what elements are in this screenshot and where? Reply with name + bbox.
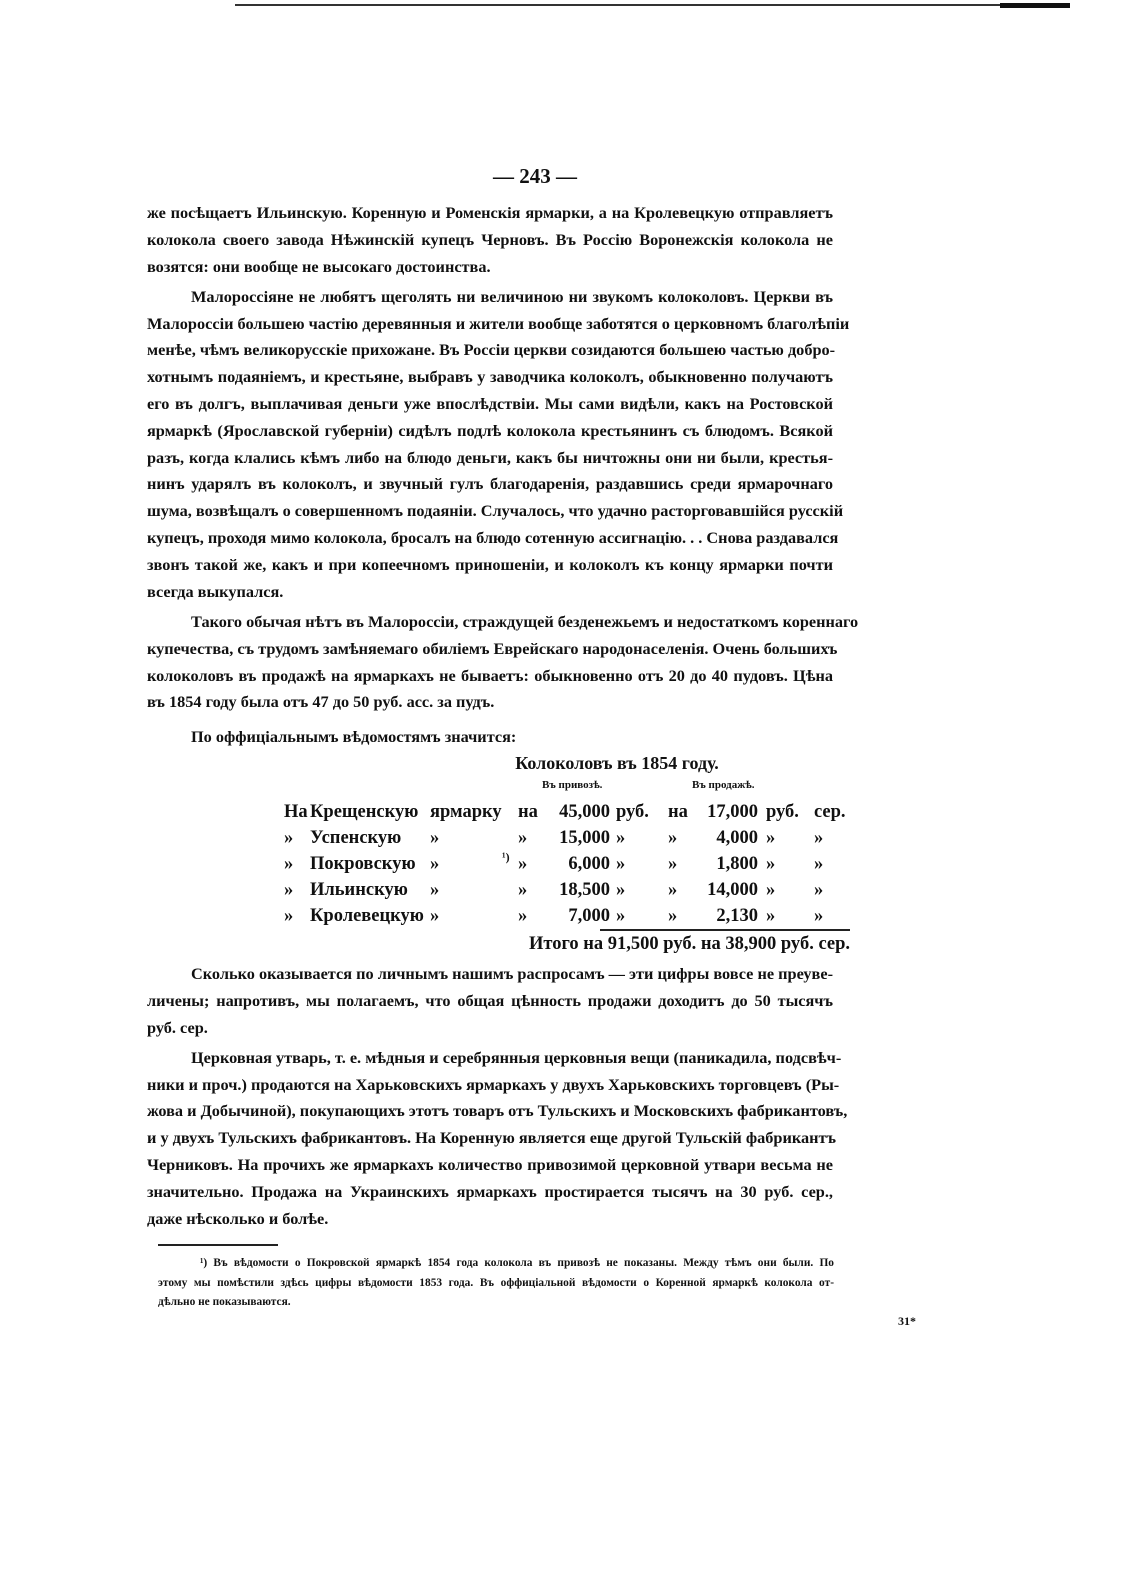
text-line: звонъ такой же, какъ и при копеечномъ приношеніи, и колоколъ къ концу ярмарки почти (147, 554, 833, 574)
text-line: колокола своего завода Нѣжинскій купецъ Черновъ. Въ Россію Воронежскія колокола не (147, 229, 833, 249)
footnote-rule (158, 1244, 278, 1246)
cell-sale: 17,000 (707, 802, 758, 822)
body-text-upper (147, 200, 859, 751)
cell-ser: » (814, 854, 824, 874)
cell-rub2: » (766, 906, 776, 926)
cell-rub2: » (766, 828, 776, 848)
text-line: его въ долгъ, выплачивая деньги уже впослѣдствіи. Мы сами видѣли, какъ на Ростовской (147, 394, 833, 414)
text-line: жова и Добычиной), покупающихъ этотъ товаръ отъ Тульскихъ и Московскихъ фабрикантовъ, (147, 1101, 848, 1121)
cell-fair: Успенскую (310, 828, 402, 848)
text-line: руб. сер. (147, 1017, 208, 1037)
text-line: всегда выкупался. (147, 581, 284, 601)
text-line: По оффиціальнымъ вѣдомостямъ значится: (191, 727, 517, 747)
cell-word: » (430, 854, 440, 874)
header-import: Въ привозѣ. (542, 779, 603, 791)
text-line: значительно. Продажа на Украинскихъ ярмаркахъ простирается тысячъ на 30 руб. сер., (147, 1181, 833, 1201)
cell-pre: » (284, 880, 294, 900)
paragraph (147, 284, 850, 606)
text-line: Церковная утварь, т. е. мѣдныя и серебрянныя церковныя вещи (паникадила, подсвѣч- (191, 1047, 842, 1067)
cell-ser: » (814, 906, 824, 926)
body-text-lower (147, 961, 848, 1232)
text-line: нинъ ударялъ въ колоколъ, и звучный гулъ благодаренія, раздавшись среди ярмарочнаго (147, 474, 833, 494)
page-number: — 243 — (493, 164, 577, 188)
text-line: въ 1854 году была отъ 47 до 50 руб. асс. за пудъ. (147, 692, 495, 712)
footnote (158, 1254, 834, 1313)
cell-import: 6,000 (568, 854, 610, 874)
table-title: Колоколовъ въ 1854 году. (515, 753, 719, 773)
text-line: хотнымъ подаяніемъ, и крестьяне, выбравъ у заводчика колоколъ, обыкновенно получаютъ (147, 367, 833, 387)
table-row (280, 903, 850, 929)
text-line: даже нѣсколько и болѣе. (147, 1208, 329, 1228)
paragraph (147, 1045, 848, 1233)
paragraph (147, 609, 859, 716)
cell-import: 15,000 (559, 828, 610, 848)
cell-na1: » (518, 854, 528, 874)
cell-import: 45,000 (559, 802, 610, 822)
cell-na1: » (518, 906, 528, 926)
cell-fair: Покровскую (310, 854, 416, 874)
table-row (280, 799, 850, 825)
cell-rub2: руб. (766, 802, 799, 822)
footnote-line: ¹) Въ вѣдомости о Покровской ярмаркѣ 1854 года колокола въ привозѣ не показаны. Между тѣмъ они были. По (200, 1257, 834, 1269)
cell-fair: Ильинскую (310, 880, 408, 900)
table-total-row (280, 931, 850, 957)
table-total: Итого на 91,500 руб. на 38,900 руб. сер. (528, 934, 850, 954)
text-line: ники и проч.) продаются на Харьковскихъ ярмаркахъ у двухъ Харьковскихъ торговцевъ (Ры- (147, 1074, 840, 1094)
text-line: и у двухъ Тульскихъ фабрикантовъ. На Коренную является еще другой Тульскій фабрикантъ (147, 1128, 836, 1148)
cell-sale: 2,130 (716, 906, 758, 926)
text-line: колоколовъ въ продажѣ на ярмаркахъ не бываетъ: обыкновенно отъ 20 до 40 пудовъ. Цѣна (147, 665, 833, 685)
text-line: Малороссіяне не любятъ щеголять ни величиною ни звукомъ колоколовъ. Церкви въ (191, 286, 833, 306)
top-border-mark (1000, 3, 1070, 8)
cell-na2: » (668, 906, 678, 926)
cell-word: » (430, 828, 440, 848)
cell-rub1: » (616, 906, 626, 926)
cell-na1: » (518, 828, 528, 848)
cell-import: 18,500 (559, 880, 610, 900)
paragraph (147, 961, 833, 1041)
cell-ser: » (814, 828, 824, 848)
text-line: Такого обычая нѣтъ въ Малороссіи, страждущей безденежьемъ и недостаткомъ кореннаго (191, 611, 859, 631)
cell-word: ярмарку (430, 802, 502, 822)
text-line: Сколько оказывается по личнымъ нашимъ распросамъ — эти цифры вовсе не преуве- (191, 964, 833, 983)
table-row (280, 877, 850, 903)
cell-na2: » (668, 854, 678, 874)
cell-ser: сер. (814, 802, 846, 822)
cell-na2: » (668, 880, 678, 900)
cell-sale: 14,000 (707, 880, 758, 900)
cell-fair: Кролевецкую (310, 906, 424, 926)
text-line: Черниковъ. На прочихъ же ярмаркахъ количество привозимой церковной утвари весьма не (147, 1155, 833, 1175)
table-header (280, 775, 850, 799)
footnote-line: дѣльно не показываются. (158, 1296, 291, 1308)
text-line: купечества, съ трудомъ замѣняемаго обиліемъ Еврейскаго народонаселенія. Очень большихъ (147, 638, 838, 658)
cell-na1: » (518, 880, 528, 900)
cell-na2: » (668, 828, 678, 848)
text-line: ярмаркѣ (Ярославской губерніи) сидѣлъ подлѣ колокола крестьянинъ съ блюдомъ. Всякой (147, 420, 833, 440)
top-border-line (235, 4, 1065, 6)
table-row (280, 851, 850, 877)
paragraph (147, 724, 833, 751)
signature-mark: 31* (898, 1314, 916, 1328)
header-sale: Въ продажѣ. (692, 779, 755, 791)
paragraph (147, 200, 833, 280)
text-line: купецъ, проходя мимо колокола, бросалъ на блюдо сотенную ассигнацію. . . Снова раздавался (147, 528, 839, 548)
text-line: менѣе, чѣмъ великорусскіе прихожане. Въ Россіи церкви созидаются большею частью добро- (147, 340, 836, 360)
text-line: личены; напротивъ, мы полагаемъ, что общая цѣнность продажи доходитъ до 50 тысячъ (147, 990, 833, 1010)
cell-fair: Крещенскую (310, 802, 419, 822)
text-line: разъ, когда клались кѣмъ либо на блюдо деньги, какъ бы ничтожны они ни были, крестья- (147, 447, 833, 467)
cell-import: 7,000 (568, 906, 610, 926)
table-row (280, 825, 850, 851)
cell-rub2: » (766, 854, 776, 874)
text-line: же посѣщаетъ Ильинскую. Коренную и Роменскія ярмарки, а на Кролевецкую отправляетъ (147, 203, 833, 222)
cell-pre: » (284, 854, 294, 874)
cell-sale: 4,000 (716, 828, 758, 848)
cell-pre: » (284, 828, 294, 848)
cell-pre: » (284, 906, 294, 926)
cell-sale: 1,800 (716, 854, 758, 874)
bells-table (280, 751, 850, 957)
cell-ser: » (814, 880, 824, 900)
cell-rub1: » (616, 828, 626, 848)
cell-note: ¹) (502, 850, 510, 864)
text-line: шума, возвѣщалъ о совершенномъ подаяніи. Случалось, что удачно расторговавшійся русскій (147, 501, 844, 521)
cell-na2: на (668, 802, 688, 822)
cell-word: » (430, 906, 440, 926)
cell-word: » (430, 880, 440, 900)
cell-rub1: » (616, 854, 626, 874)
cell-na1: на (518, 802, 538, 822)
footnote-line: этому мы помѣстили здѣсь цифры вѣдомости 1853 года. Въ оффиціальной вѣдомости о Коренной ярмаркѣ колокола от- (158, 1276, 834, 1289)
cell-rub2: » (766, 880, 776, 900)
cell-rub1: руб. (616, 802, 649, 822)
cell-pre: На (284, 802, 308, 822)
text-line: Малороссіи большею частію деревянныя и жители вообще заботятся о церковномъ благолѣпіи (147, 313, 850, 333)
text-line: возятся: они вообще не высокаго достоинства. (147, 256, 491, 276)
cell-rub1: » (616, 880, 626, 900)
